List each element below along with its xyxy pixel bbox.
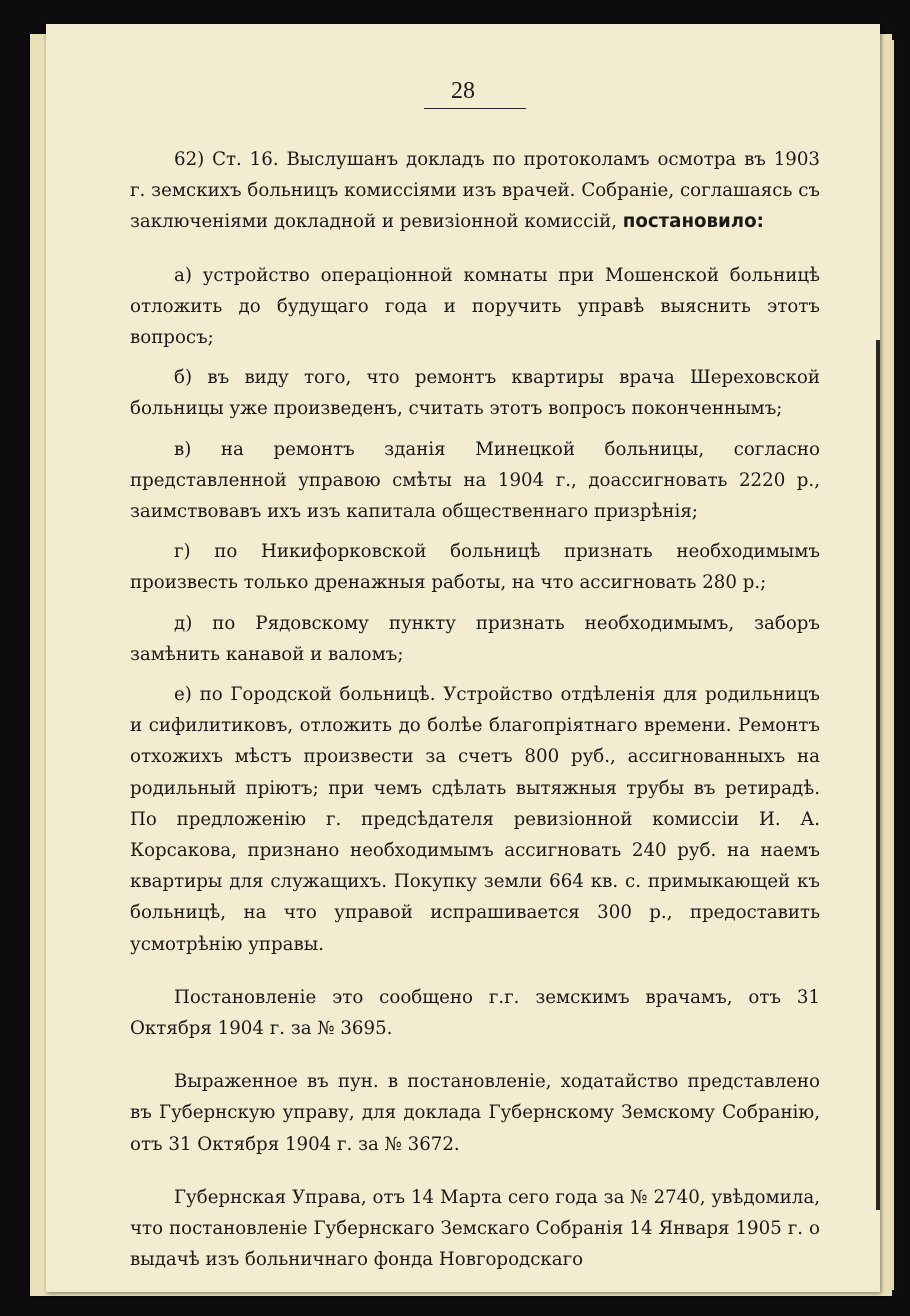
page-body (130, 144, 820, 1276)
resolution-keyword: постановило: (622, 211, 764, 233)
note-3: Губернская Управа, отъ 14 Марта сего года за № 2740, увѣдомила, что постановленіе Губернскаго Земскаго Собранія 14 Января 1905 г. о выдачѣ изъ больничнаго фонда Новгородскаго (130, 1186, 820, 1271)
item-v: в) на ремонтъ зданія Минецкой больницы, согласно представленной управою смѣты на 1904 г., доассигновать 2220 р., заимствовавъ ихъ изъ капитала общественнаго призрѣнія; (130, 438, 820, 523)
binding-edge (876, 340, 880, 1210)
note-1: Постановленіе это сообщено г.г. земскимъ врачамъ, отъ 31 Октября 1904 г. за № 3695. (130, 986, 820, 1040)
paragraph-62-text: 62) Ст. 16. Выслушанъ докладъ по протоколамъ осмотра въ 1903 г. земскихъ больницъ комиссіями изъ врачей. Собраніе, соглашаясь съ заключеніями докладной и ревизіонной комиссій, (130, 149, 820, 233)
note-2: Выраженное въ пун. в постановленіе, ходатайство представлено въ Губернскую управу, для доклада Губернскому Земскому Собранію, отъ 31 Октября 1904 г. за № 3672. (130, 1071, 820, 1155)
paragraph-62 (130, 144, 820, 238)
page-number-rule (424, 108, 526, 109)
page-number: 28 (451, 78, 475, 104)
item-g: г) по Никифорковской больницѣ признать необходимымъ произвесть только дренажныя работы, на что ассигновать 280 р.; (130, 541, 820, 594)
item-e: е) по Городской больницѣ. Устройство отдѣленія для родильницъ и сифилитиковъ, отложить до болѣе благопріятнаго времени. Ремонтъ отхожихъ мѣстъ произвести за счетъ 800 руб., ассигнованныхъ на родильный пріютъ; при чемъ сдѣлать вытяжныя трубы въ ретирадѣ. По предложенію г. предсѣдателя ревизіонной комиссіи И. А. Корсакова, признано необходимымъ ассигновать 240 руб. на наемъ квартиры для служащихъ. Покупку земли 664 кв. с. примыкающей къ больницѣ, на что управой испрашивается 300 р., предоставить усмотрѣнію управы. (130, 684, 820, 955)
item-b: б) въ виду того, что ремонтъ квартиры врача Шереховской больницы уже произведенъ, считать этотъ вопросъ поконченнымъ; (130, 367, 820, 420)
document-page (46, 24, 880, 1292)
item-d: д) по Рядовскому пункту признать необходимымъ, заборъ замѣнить канавой и валомъ; (130, 612, 820, 665)
item-a: а) устройство операціонной комнаты при Мошенской больницѣ отложить до будущаго года и поручить управѣ выяснить этотъ вопросъ; (130, 264, 820, 349)
